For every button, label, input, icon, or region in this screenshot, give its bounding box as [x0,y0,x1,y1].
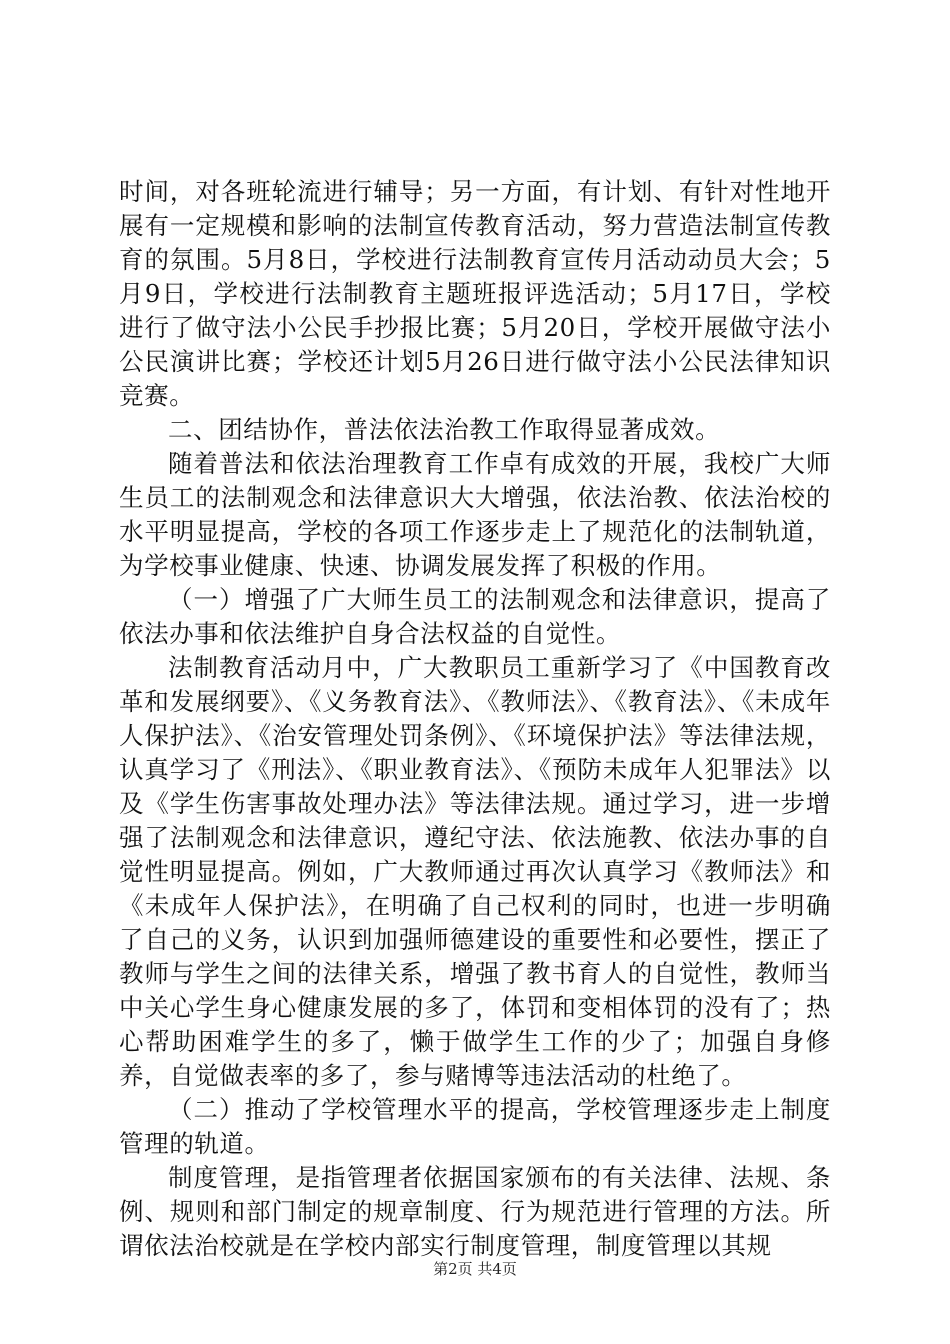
paragraph-6-subheading: （二）推动了学校管理水平的提高，学校管理逐步走上制度管理的轨道。 [119,1095,831,1158]
document-body [119,175,831,1263]
paragraph-3: 随着普法和依法治理教育工作卓有成效的开展，我校广大师生员工的法制观念和法律意识大大增强，依法治教、依法治校的水平明显提高，学校的各项工作逐步走上了规范化的法制轨道，为学校事业健康、快速、协调发展发挥了积极的作用。 [119,449,831,580]
paragraph-2-heading: 二、团结协作，普法依法治教工作取得显著成效。 [168,415,721,444]
paragraph-5: 法制教育活动月中，广大教职员工重新学习了《中国教育改革和发展纲要》、《义务教育法》、《教师法》、《教育法》、《未成年人保护法》、《治安管理处罚条例》、《环境保护法》等法律法规，认真学习了《刑法》、《职业教育法》、《预防未成年人犯罪法》以及《学生伤害事故处理办法》等法律法规。通过学习，进一步增强了法制观念和法律意识，遵纪守法、依法施教、依法办事的自觉性明显提高。例如，广大教师通过再次认真学习《教师法》和《未成年人保护法》，在明确了自己权利的同时，也进一步明确了自己的义务，认识到加强师德建设的重要性和必要性，摆正了教师与学生之间的法律关系，增强了教书育人的自觉性，教师当中关心学生身心健康发展的多了，体罚和变相体罚的没有了；热心帮助困难学生的多了，懒于做学生工作的少了；加强自身修养，自觉做表率的多了，参与赌博等违法活动的杜绝了。 [119,653,831,1090]
paragraph-7: 制度管理，是指管理者依据国家颁布的有关法律、法规、条例、规则和部门制定的规章制度、行为规范进行管理的方法。所谓依法治校就是在学校内部实行制度管理，制度管理以其规 [119,1163,831,1260]
page-footer [0,1259,950,1279]
paragraph-1: 时间，对各班轮流进行辅导；另一方面，有计划、有针对性地开展有一定规模和影响的法制宣传教育活动，努力营造法制宣传教育的氛围。5月8日，学校进行法制教育宣传月活动动员大会；5月9日，学校进行法制教育主题班报评选活动；5月17日，学校进行了做守法小公民手抄报比赛；5月20日，学校开展做守法小公民演讲比赛；学校还计划5月26日进行做守法小公民法律知识竞赛。 [119,177,831,410]
paragraph-4-subheading: （一）增强了广大师生员工的法制观念和法律意识，提高了依法办事和依法维护自身合法权益的自觉性。 [119,585,831,648]
page-number-label: 第2页 共4页 [433,1260,517,1278]
